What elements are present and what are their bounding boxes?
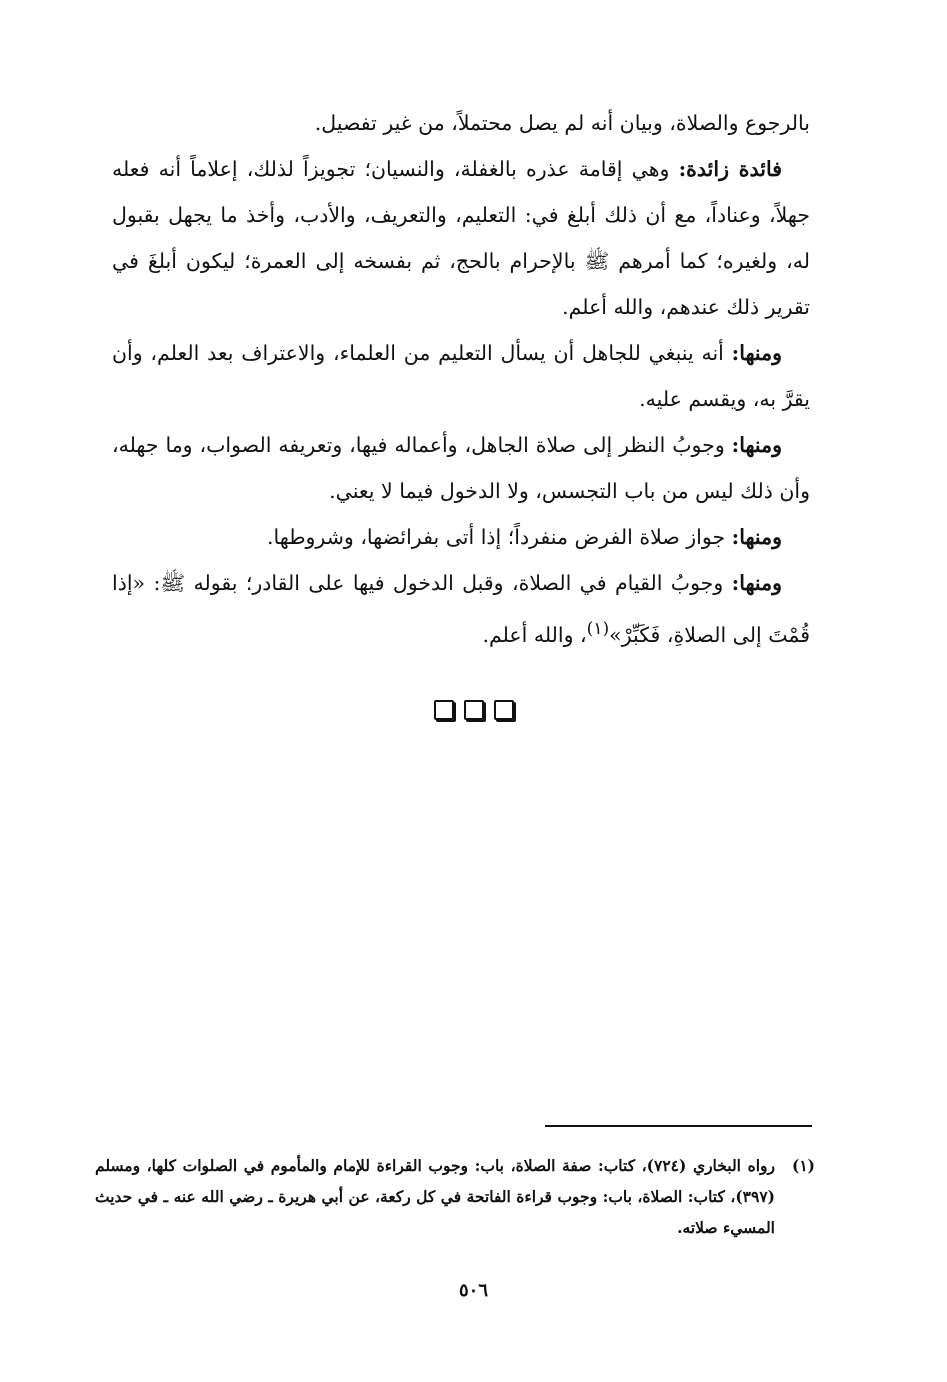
paragraph-6: [112, 560, 810, 658]
paragraph-text: وهي إقامة عذره بالغفلة، والنسيان؛ تجويزاً لذلك، إعلاماً أنه فعله جهلاً، وعناداً، مع أن ذلك أبلغ في: التعليم، والتعريف، والأدب، وأخذ ما يجهل بقبول له، ولغيره؛ كما أمرهم ﷺ بالإحرام بالحج، ثم بفسخه إلى العمرة؛ ليكون أبلغَ في تقرير ذلك عندهم، والله أعلم.: [112, 157, 810, 319]
paragraph-lead: ومنها:: [731, 433, 782, 457]
paragraph-5: [112, 514, 810, 560]
footnote-text: رواه البخاري (٧٢٤)، كتاب: صفة الصلاة، باب: وجوب القراءة للإمام والمأموم في الصلوات كلها، ومسلم (٣٩٧)، كتاب: الصلاة، باب: وجوب قراءة الفاتحة في كل ركعة، عن أبي هريرة ـ رضي الله عنه ـ في حديث المسيء صلاته.: [95, 1156, 775, 1237]
footnote-separator: [545, 1125, 812, 1127]
paragraph-tail: ، والله أعلم.: [482, 622, 587, 647]
paragraph-4: [112, 422, 810, 514]
paragraph-lead: ومنها:: [731, 571, 782, 595]
paragraph-text: وجوبُ القيام في الصلاة، وقبل الدخول فيها على القادر؛ بقوله ﷺ: «إذا قُمْتَ إلى الصلاةِ، فَكَبِّرْ»: [112, 571, 810, 647]
section-divider: [0, 700, 947, 724]
footnote-item: [95, 1150, 815, 1243]
footnote-number: (١): [791, 1156, 815, 1175]
paragraph-lead: ومنها:: [731, 341, 782, 365]
square-ornament-icon: [434, 700, 454, 720]
paragraph-text: بالرجوع والصلاة، وبيان أنه لم يصل محتملاً، من غير تفصيل.: [314, 111, 810, 135]
paragraph-text: جواز صلاة الفرض منفرداً؛ إذا أتى بفرائضها، وشروطها.: [266, 525, 732, 549]
square-ornament-icon: [464, 700, 484, 720]
paragraph-lead: فائدة زائدة:: [678, 157, 782, 181]
paragraph-lead: ومنها:: [731, 525, 782, 549]
paragraph-3: [112, 330, 810, 422]
page-number: ٥٠٦: [458, 1280, 488, 1301]
footnotes: [95, 1150, 815, 1243]
paragraph-1: [112, 100, 810, 146]
paragraph-2: [112, 146, 810, 330]
footnote-reference[interactable]: (١): [586, 619, 610, 639]
paragraph-text: وجوبُ النظر إلى صلاة الجاهل، وأعماله فيها، وتعريفه الصواب، وما جهله، وأن ذلك ليس من باب التجسس، ولا الدخول فيما لا يعني.: [112, 433, 810, 503]
main-text: [112, 100, 810, 658]
square-ornament-icon: [494, 700, 514, 720]
paragraph-text: أنه ينبغي للجاهل أن يسأل التعليم من العلماء، والاعتراف بعد العلم، وأن يقرَّ به، ويقسم عليه.: [112, 341, 810, 411]
